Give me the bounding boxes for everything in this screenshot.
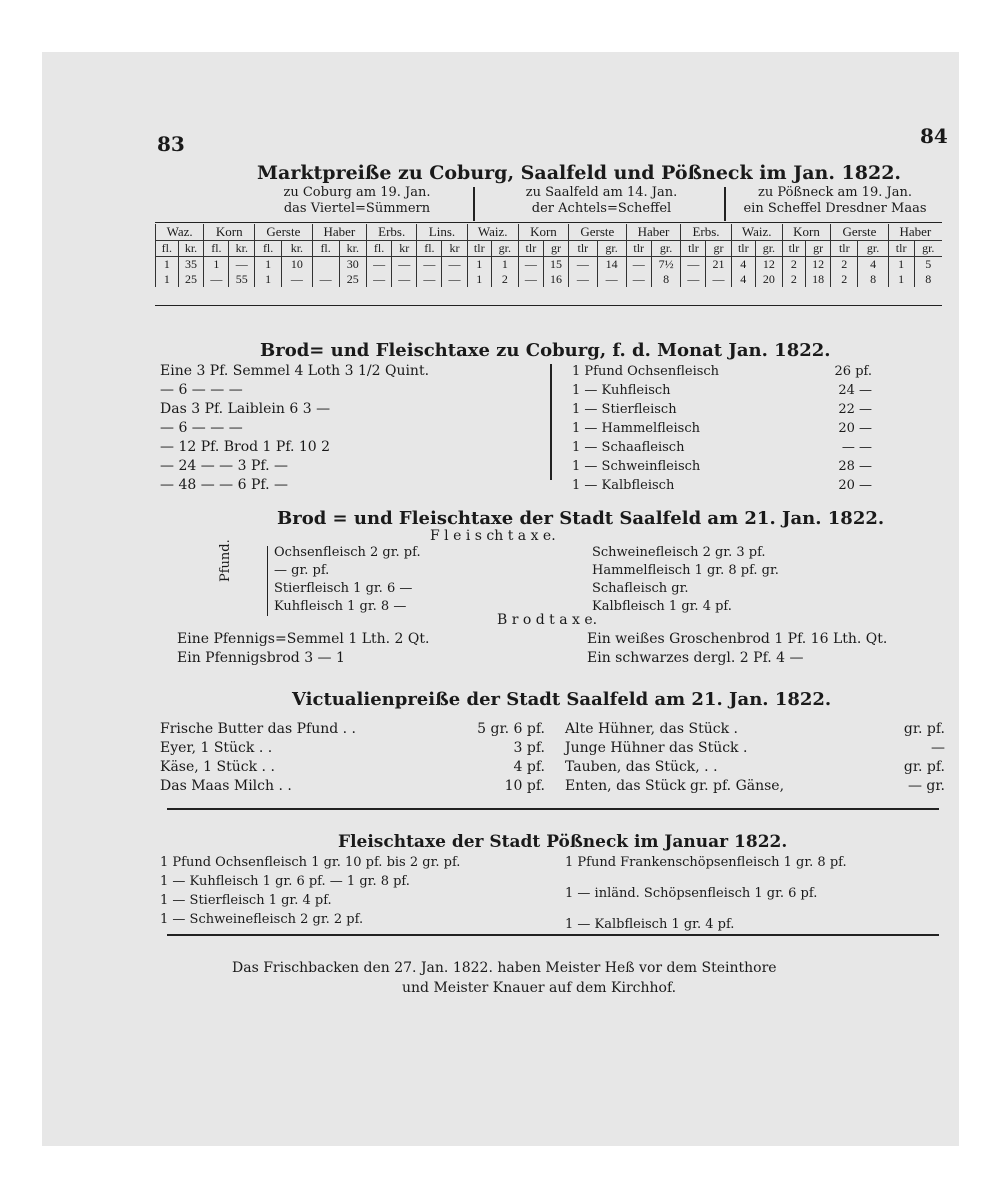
victual-line bbox=[160, 720, 545, 739]
poessneck-title: Fleischtaxe der Stadt Pößneck im Januar 1822. bbox=[338, 832, 788, 852]
meat-line: Stierfleisch 1 gr. 6 — bbox=[274, 581, 413, 596]
unit-header: tlr bbox=[731, 241, 755, 257]
grain-header: Korn bbox=[782, 224, 830, 241]
bread-line: Eine Pfennigs=Semmel 1 Lth. 2 Qt. bbox=[177, 631, 430, 647]
unit-header: kr. bbox=[229, 241, 255, 257]
brodtaxe-heading: B r o d t a x e. bbox=[497, 612, 598, 628]
price-cell: — bbox=[392, 272, 417, 287]
meat-label: 1 — Stierfleisch bbox=[572, 402, 677, 417]
page-number-right: 84 bbox=[920, 124, 948, 148]
price-cell: 1 bbox=[204, 257, 229, 273]
saalfeld-taxe-title: Brod = und Fleischtaxe der Stadt Saalfeld am 21. Jan. 1822. bbox=[277, 508, 885, 529]
price-cell: 5 bbox=[914, 257, 942, 273]
unit-header: gr. bbox=[858, 241, 888, 257]
grain-header: Gerste bbox=[831, 224, 889, 241]
meat-label: 1 — Hammelfleisch bbox=[572, 421, 700, 436]
unit-header: kr. bbox=[178, 241, 204, 257]
bread-line: Das 3 Pf. Laiblein 6 3 — bbox=[160, 401, 331, 417]
grain-header: Gerste bbox=[569, 224, 627, 241]
price-cell: 18 bbox=[806, 272, 831, 287]
meat-line: 1 — Stierfleisch 1 gr. 4 pf. bbox=[160, 893, 332, 908]
price-cell: — bbox=[626, 257, 651, 273]
victual-line bbox=[160, 739, 545, 758]
unit-header: kr bbox=[442, 241, 467, 257]
victual-label: Alte Hühner, das Stück . bbox=[565, 721, 738, 737]
bread-line: — 24 — — 3 Pf. — bbox=[160, 458, 288, 474]
meat-price: 26 pf. bbox=[834, 364, 872, 379]
price-cell: 4 bbox=[731, 272, 755, 287]
meat-label: 1 — Kalbfleisch bbox=[572, 478, 675, 493]
meat-line: Hammelfleisch 1 gr. 8 pf. gr. bbox=[592, 563, 779, 578]
unit-header: gr. bbox=[651, 241, 681, 257]
unit-header-row bbox=[156, 241, 943, 257]
price-cell: 1 bbox=[156, 257, 179, 273]
poessneck-left bbox=[160, 853, 460, 929]
meat-line: Kuhfleisch 1 gr. 8 — bbox=[274, 599, 407, 614]
unit-header: tlr bbox=[681, 241, 706, 257]
grain-header: Korn bbox=[518, 224, 568, 241]
victual-price: 3 pf. bbox=[513, 740, 545, 756]
bread-line: Eine 3 Pf. Semmel 4 Loth 3 1/2 Quint. bbox=[160, 363, 430, 379]
meat-line bbox=[572, 362, 872, 381]
meat-line: 1 — Schweinefleisch 2 gr. 2 pf. bbox=[160, 912, 364, 927]
price-cell: 4 bbox=[858, 257, 888, 273]
coburg-header bbox=[257, 185, 457, 217]
unit-header: fl. bbox=[255, 241, 282, 257]
unit-header: fl. bbox=[367, 241, 392, 257]
grain-header: Haber bbox=[626, 224, 681, 241]
meat-price: — — bbox=[841, 440, 872, 455]
victual-price: 5 gr. 6 pf. bbox=[477, 721, 545, 737]
price-cell: — bbox=[569, 257, 597, 273]
price-cell: 55 bbox=[229, 272, 255, 287]
meat-price: 20 — bbox=[838, 478, 872, 493]
price-cell: 35 bbox=[178, 257, 204, 273]
price-cell: 21 bbox=[706, 257, 731, 273]
price-cell: — bbox=[442, 257, 467, 273]
meat-line: 1 — inländ. Schöpsenfleisch 1 gr. 6 pf. bbox=[565, 886, 818, 901]
footer-line-2: und Meister Knauer auf dem Kirchhof. bbox=[402, 980, 677, 996]
meat-line: Schweinefleisch 2 gr. 3 pf. bbox=[592, 545, 766, 560]
saalfeld-header bbox=[494, 185, 709, 217]
meat-line bbox=[572, 400, 872, 419]
price-cell: 10 bbox=[282, 257, 313, 273]
footer-line-1: Das Frischbacken den 27. Jan. 1822. haben Meister Heß vor dem Steinthore bbox=[232, 960, 777, 976]
victualien-right bbox=[565, 720, 945, 796]
price-cell: 7½ bbox=[651, 257, 681, 273]
grain-header: Erbs. bbox=[681, 224, 731, 241]
unit-header: tlr bbox=[831, 241, 858, 257]
price-cell: 12 bbox=[755, 257, 782, 273]
coburg-header-line2: das Viertel=Sümmern bbox=[283, 201, 431, 216]
price-cell: 1 bbox=[255, 272, 282, 287]
poessneck-header bbox=[730, 185, 940, 217]
price-cell: 25 bbox=[178, 272, 204, 287]
price-cell: 1 bbox=[888, 272, 914, 287]
pfund-side-label: Pfund. bbox=[218, 539, 233, 582]
price-cell: 25 bbox=[339, 272, 366, 287]
price-cell: — bbox=[626, 272, 651, 287]
meat-line: Schafleisch gr. bbox=[592, 581, 689, 596]
victual-line bbox=[565, 758, 945, 777]
unit-header: tlr bbox=[626, 241, 651, 257]
victual-label: Käse, 1 Stück . . bbox=[160, 759, 275, 775]
price-cell: 12 bbox=[806, 257, 831, 273]
price-cell: 1 bbox=[156, 272, 179, 287]
price-cell: 1 bbox=[888, 257, 914, 273]
victualien-title: Victualienpreiße der Stadt Saalfeld am 21. Jan. 1822. bbox=[292, 689, 832, 710]
bread-line: — 6 — — — bbox=[160, 420, 243, 436]
price-cell: — bbox=[367, 272, 392, 287]
coburg-header-line1: zu Coburg am 19. Jan. bbox=[283, 185, 431, 200]
bread-line: — 48 — — 6 Pf. — bbox=[160, 477, 288, 493]
saalfeld-header-line2: der Achtels=Scheffel bbox=[531, 201, 672, 216]
price-cell: 4 bbox=[731, 257, 755, 273]
pfund-bracket bbox=[267, 546, 268, 616]
price-cell: 1 bbox=[255, 257, 282, 273]
victual-label: Das Maas Milch . . bbox=[160, 778, 292, 794]
victual-label: Tauben, das Stück, . . bbox=[565, 759, 718, 775]
meat-label: 1 — Kuhfleisch bbox=[572, 383, 671, 398]
section-rule-2 bbox=[167, 934, 939, 936]
grain-header: Lins. bbox=[417, 224, 467, 241]
price-cell: 2 bbox=[491, 272, 518, 287]
price-cell: — bbox=[229, 257, 255, 273]
saalfeld-bread-right bbox=[587, 630, 887, 668]
victual-line bbox=[565, 739, 945, 758]
price-row bbox=[156, 272, 943, 287]
coburg-meat-list bbox=[572, 362, 872, 495]
victual-line bbox=[160, 758, 545, 777]
bread-line: Ein schwarzes dergl. 2 Pf. 4 — bbox=[587, 650, 804, 666]
unit-header: gr. bbox=[597, 241, 626, 257]
meat-price: 24 — bbox=[838, 383, 872, 398]
price-cell: — bbox=[282, 272, 313, 287]
saalfeld-meat-left bbox=[274, 544, 421, 616]
price-cell: 30 bbox=[339, 257, 366, 273]
grain-header: Gerste bbox=[255, 224, 313, 241]
victual-label: Eyer, 1 Stück . . bbox=[160, 740, 273, 756]
poessneck-header-line2: ein Scheffel Dresdner Maas bbox=[743, 201, 927, 216]
poessneck-right bbox=[565, 853, 847, 934]
price-cell: 2 bbox=[782, 272, 805, 287]
meat-line: 1 Pfund Frankenschöpsenfleisch 1 gr. 8 pf. bbox=[565, 855, 847, 870]
coburg-taxe-title: Brod= und Fleischtaxe zu Coburg, f. d. Monat Jan. 1822. bbox=[260, 340, 831, 361]
price-cell: 1 bbox=[491, 257, 518, 273]
price-cell: 8 bbox=[858, 272, 888, 287]
unit-header: fl. bbox=[156, 241, 179, 257]
price-cell: 2 bbox=[831, 257, 858, 273]
unit-header: tlr bbox=[888, 241, 914, 257]
unit-header: gr bbox=[543, 241, 568, 257]
price-cell: — bbox=[417, 257, 442, 273]
price-cell: 16 bbox=[543, 272, 568, 287]
price-cell: — bbox=[392, 257, 417, 273]
victual-price: gr. pf. bbox=[903, 721, 945, 737]
meat-line: 1 — Kalbfleisch 1 gr. 4 pf. bbox=[565, 917, 735, 932]
price-cell: — bbox=[312, 272, 339, 287]
meat-price: 20 — bbox=[838, 421, 872, 436]
meat-line bbox=[572, 419, 872, 438]
grain-header: Korn bbox=[204, 224, 255, 241]
victual-line bbox=[565, 777, 945, 796]
unit-header: tlr bbox=[467, 241, 491, 257]
meat-line bbox=[572, 476, 872, 495]
unit-header: kr bbox=[392, 241, 417, 257]
meat-label: 1 — Schaafleisch bbox=[572, 440, 685, 455]
price-cell: 1 bbox=[467, 257, 491, 273]
header-divider-1 bbox=[473, 187, 475, 221]
unit-header: gr. bbox=[491, 241, 518, 257]
meat-price: 22 — bbox=[838, 402, 872, 417]
meat-line: Ochsenfleisch 2 gr. pf. bbox=[274, 545, 421, 560]
victual-label: Junge Hühner das Stück . bbox=[565, 740, 748, 756]
meat-label: 1 Pfund Ochsenfleisch bbox=[572, 364, 720, 379]
meat-line bbox=[572, 381, 872, 400]
meat-line: — gr. pf. bbox=[274, 563, 330, 578]
price-cell bbox=[312, 257, 339, 273]
victual-label: Frische Butter das Pfund . . bbox=[160, 721, 356, 737]
price-cell: — bbox=[706, 272, 731, 287]
price-cell: — bbox=[518, 272, 543, 287]
bread-line: — 6 — — — bbox=[160, 382, 243, 398]
unit-header: tlr bbox=[782, 241, 805, 257]
meat-line bbox=[572, 457, 872, 476]
grain-header: Waz. bbox=[156, 224, 204, 241]
price-cell: — bbox=[442, 272, 467, 287]
victual-price: 4 pf. bbox=[513, 759, 545, 775]
price-cell: — bbox=[597, 272, 626, 287]
page-number-left: 83 bbox=[157, 132, 185, 156]
price-row bbox=[156, 257, 943, 273]
header-divider-2 bbox=[724, 187, 726, 221]
unit-header: kr. bbox=[339, 241, 366, 257]
meat-line bbox=[572, 438, 872, 457]
saalfeld-header-line1: zu Saalfeld am 14. Jan. bbox=[525, 185, 678, 200]
unit-header: kr. bbox=[282, 241, 313, 257]
saalfeld-meat-right bbox=[592, 544, 779, 616]
coburg-taxe-divider bbox=[550, 364, 552, 480]
price-cell: 8 bbox=[914, 272, 942, 287]
meat-line: 1 Pfund Ochsenfleisch 1 gr. 10 pf. bis 2 gr. pf. bbox=[160, 855, 461, 870]
victual-price: 10 pf. bbox=[504, 778, 545, 794]
unit-header: fl. bbox=[204, 241, 229, 257]
table-bottom-rule bbox=[155, 305, 942, 306]
coburg-bread-list bbox=[160, 362, 429, 495]
grain-header: Haber bbox=[312, 224, 366, 241]
grain-header: Erbs. bbox=[367, 224, 417, 241]
unit-header: gr bbox=[806, 241, 831, 257]
meat-line: 1 — Kuhfleisch 1 gr. 6 pf. — 1 gr. 8 pf. bbox=[160, 874, 410, 889]
price-cell: — bbox=[367, 257, 392, 273]
grain-header: Haber bbox=[888, 224, 942, 241]
meat-label: 1 — Schweinfleisch bbox=[572, 459, 701, 474]
price-cell: 15 bbox=[543, 257, 568, 273]
price-cell: 2 bbox=[831, 272, 858, 287]
market-prices-title: Marktpreiße zu Coburg, Saalfeld und Pößneck im Jan. 1822. bbox=[257, 162, 902, 184]
unit-header: gr bbox=[706, 241, 731, 257]
price-cell: 8 bbox=[651, 272, 681, 287]
price-cell: — bbox=[681, 272, 706, 287]
unit-header: tlr bbox=[518, 241, 543, 257]
grain-header-row bbox=[156, 224, 943, 241]
poessneck-header-line1: zu Pößneck am 19. Jan. bbox=[758, 185, 912, 200]
victual-price: gr. pf. bbox=[903, 759, 945, 775]
unit-header: fl. bbox=[312, 241, 339, 257]
unit-header: gr. bbox=[914, 241, 942, 257]
victual-label: Enten, das Stück gr. pf. Gänse, bbox=[565, 778, 785, 794]
section-rule bbox=[167, 808, 939, 810]
fleischtaxe-heading: F l e i s ch t a x e. bbox=[430, 528, 556, 544]
victual-price: — gr. bbox=[907, 778, 945, 794]
price-cell: 14 bbox=[597, 257, 626, 273]
victual-line bbox=[160, 777, 545, 796]
bread-line: — 12 Pf. Brod 1 Pf. 10 2 bbox=[160, 439, 331, 455]
grain-header: Waiz. bbox=[731, 224, 782, 241]
meat-price: 28 — bbox=[838, 459, 872, 474]
table-top-rule bbox=[155, 222, 942, 223]
market-price-table bbox=[155, 224, 942, 287]
victualien-left bbox=[160, 720, 545, 796]
price-cell: — bbox=[204, 272, 229, 287]
bread-line: Ein weißes Groschenbrod 1 Pf. 16 Lth. Qt. bbox=[587, 631, 888, 647]
price-cell: — bbox=[518, 257, 543, 273]
price-cell: — bbox=[417, 272, 442, 287]
price-cell: — bbox=[681, 257, 706, 273]
price-cell: 20 bbox=[755, 272, 782, 287]
unit-header: gr. bbox=[755, 241, 782, 257]
bread-line: Ein Pfennigsbrod 3 — 1 bbox=[177, 650, 345, 666]
saalfeld-bread-left bbox=[177, 630, 429, 668]
price-cell: — bbox=[569, 272, 597, 287]
price-cell: 2 bbox=[782, 257, 805, 273]
grain-header: Waiz. bbox=[467, 224, 518, 241]
meat-line: Kalbfleisch 1 gr. 4 pf. bbox=[592, 599, 732, 614]
victual-line bbox=[565, 720, 945, 739]
unit-header: tlr bbox=[569, 241, 597, 257]
scanned-page bbox=[42, 52, 959, 1146]
price-cell: 1 bbox=[467, 272, 491, 287]
unit-header: fl. bbox=[417, 241, 442, 257]
victual-price: — bbox=[931, 740, 945, 756]
